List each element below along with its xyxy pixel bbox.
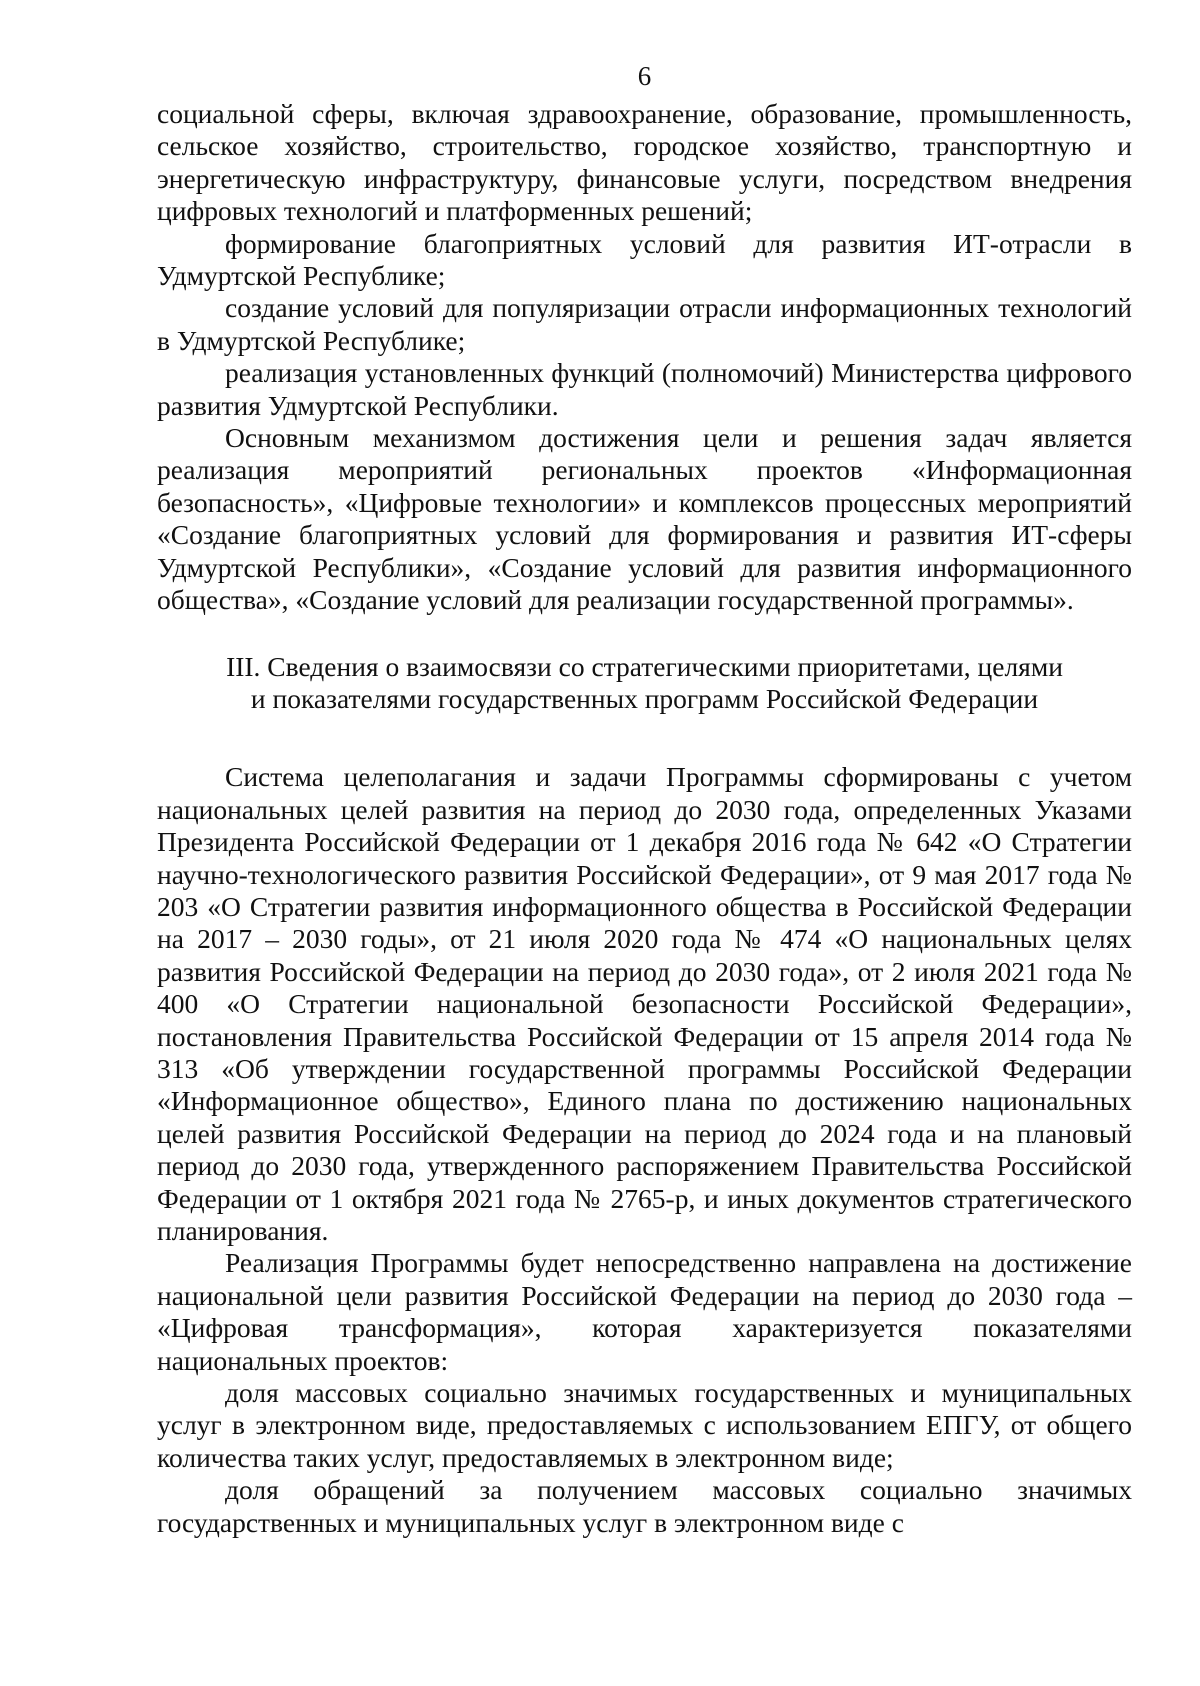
paragraph-implementation: Реализация Программы будет непосредственно направлена на достижение национальной цели развития Российской Федерации на период до 2030 года – «Цифровая трансформация», которая характеризуется показателями национальных проектов:	[157, 1247, 1132, 1376]
paragraph-mechanism: Основным механизмом достижения цели и решения задач является реализация мероприятий региональных проектов «Информационная безопасность», «Цифровые технологии» и комплексов процессных мероприятий «Создание благоприятных условий для формирования и развития ИТ-сферы Удмуртской Республики», «Создание условий для развития информационного общества», «Создание условий для реализации государственной программы».	[157, 422, 1132, 616]
page-number: 6	[637, 61, 652, 91]
list-item-ministry-functions: реализация установленных функций (полномочий) Министерства цифрового развития Удмуртской Республики.	[157, 357, 1132, 421]
list-item-share-requests: доля обращений за получением массовых социально значимых государственных и муниципальных услуг в электронном виде с	[157, 1474, 1132, 1538]
list-item-it-conditions: формирование благоприятных условий для развития ИТ-отрасли в Удмуртской Республике;	[157, 227, 1132, 292]
paragraph-continuation: социальной сферы, включая здравоохранение, образование, промышленность, сельское хозяйство, строительство, городское хозяйство, транспортную и энергетическую инфраструктуру, финансовые услуги, посредством внедрения цифровых технологий и платформенных решений;	[157, 98, 1132, 227]
document-page	[157, 60, 1132, 1539]
list-item-share-services: доля массовых социально значимых государственных и муниципальных услуг в электронном виде, предоставляемых с использованием ЕПГУ, от общего количества таких услуг, предоставляемых в электронном виде;	[157, 1377, 1132, 1473]
section-heading	[157, 651, 1132, 716]
list-item-popularization: создание условий для популяризации отрасли информационных технологий в Удмуртской Республике;	[157, 292, 1132, 356]
section-heading-line-2: и показателями государственных программ Российской Федерации	[250, 682, 1039, 714]
section-heading-line-1: III. Сведения о взаимосвязи со стратегическими приоритетами, целями	[226, 650, 1063, 682]
paragraph-goal-system: Система целеполагания и задачи Программы сформированы с учетом национальных целей развития на период до 2030 года, определенных Указами Президента Российской Федерации от 1 декабря 2016 года № 642 «О Стратегии научно-технологического развития Российской Федерации», от 9 мая 2017 года № 203 «О Стратегии развития информационного общества в Российской Федерации на 2017 – 2030 годы», от 21 июля 2020 года № 474 «О национальных целях развития Российской Федерации на период до 2030 года», от 2 июля 2021 года № 400 «О Стратегии национальной безопасности Российской Федерации», постановления Правительства Российской Федерации от 15 апреля 2014 года № 313 «Об утверждении государственной программы Российской Федерации «Информационное общество», Единого плана по достижению национальных целей развития Российской Федерации на период до 2024 года и на плановый период до 2030 года, утвержденного распоряжением Правительства Российской Федерации от 1 октября 2021 года № 2765-р, и иных документов стратегического планирования.	[157, 761, 1132, 1246]
